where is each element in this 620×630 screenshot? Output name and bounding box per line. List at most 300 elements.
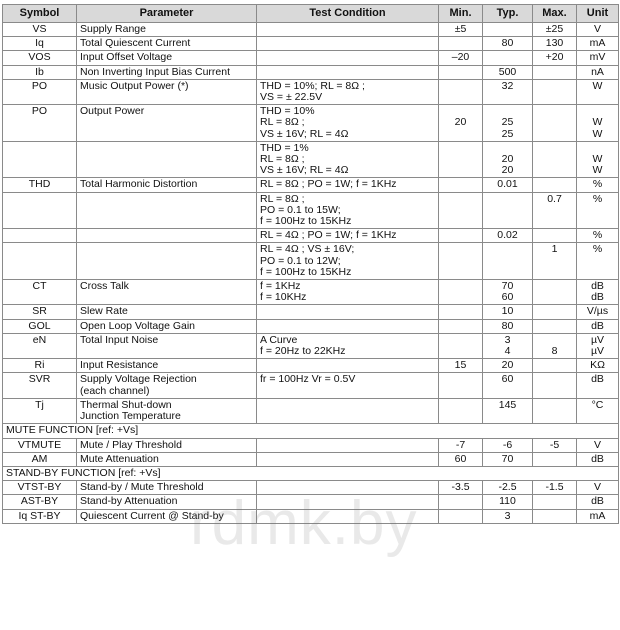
- typ-line: 20: [501, 164, 514, 177]
- unit-line: %: [592, 243, 603, 256]
- condition-line: THD = 10%: [260, 105, 315, 118]
- condition-cell: [257, 398, 439, 423]
- unit-cell: [577, 51, 619, 65]
- symbol-cell: VOS: [3, 51, 77, 65]
- typ-cell: [483, 178, 533, 192]
- section-title: MUTE FUNCTION [ref: +Vs]: [3, 424, 619, 438]
- max-cell: [533, 305, 577, 319]
- max-line: -5: [549, 438, 560, 451]
- max-cell: [533, 51, 577, 65]
- unit-line: µV: [590, 345, 605, 358]
- min-cell: [439, 229, 483, 243]
- typ-cell: [483, 509, 533, 523]
- parameter-line: Slew Rate: [80, 305, 128, 318]
- min-line: -3.5: [451, 481, 470, 494]
- header-parameter: Parameter: [77, 5, 257, 23]
- min-cell: [439, 105, 483, 142]
- symbol-cell: SR: [3, 305, 77, 319]
- condition-cell: [257, 178, 439, 192]
- typ-cell: [483, 452, 533, 466]
- unit-line: mV: [589, 51, 606, 64]
- unit-cell: [577, 495, 619, 509]
- unit-line: mA: [589, 37, 606, 50]
- condition-line: f = 100Hz to 15KHz: [260, 265, 352, 278]
- condition-line: f = 1KHz: [260, 280, 301, 293]
- min-cell: [439, 65, 483, 79]
- unit-cell: [577, 79, 619, 104]
- parameter-cell: [77, 178, 257, 192]
- table-row: [3, 243, 619, 280]
- table-row: [3, 51, 619, 65]
- symbol-cell: VTST-BY: [3, 481, 77, 495]
- parameter-line: Supply Voltage Rejection: [80, 373, 197, 386]
- typ-cell: [483, 333, 533, 358]
- table-row: [3, 141, 619, 178]
- parameter-cell: [77, 192, 257, 229]
- section-row: [3, 424, 619, 438]
- condition-cell: [257, 333, 439, 358]
- unit-line: V: [593, 23, 601, 35]
- max-cell: [533, 141, 577, 178]
- parameter-cell: [77, 65, 257, 79]
- max-cell: [533, 23, 577, 37]
- unit-cell: [577, 373, 619, 398]
- min-cell: [439, 452, 483, 466]
- typ-cell: [483, 359, 533, 373]
- min-cell: [439, 495, 483, 509]
- typ-line: 25: [501, 116, 514, 129]
- typ-line: 0.01: [497, 178, 518, 191]
- typ-cell: [483, 398, 533, 423]
- table-row: [3, 65, 619, 79]
- min-cell: [439, 319, 483, 333]
- table-row: [3, 192, 619, 229]
- parameter-line: Total Input Noise: [80, 333, 159, 346]
- condition-line: RL = 4Ω ; VS ± 16V;: [260, 243, 355, 256]
- condition-cell: [257, 243, 439, 280]
- parameter-cell: [77, 23, 257, 37]
- max-cell: [533, 452, 577, 466]
- typ-cell: [483, 192, 533, 229]
- condition-cell: [257, 280, 439, 305]
- parameter-line: Input Offset Voltage: [80, 51, 173, 64]
- typ-line: 10: [501, 305, 514, 318]
- condition-line: RL = 8Ω ;: [260, 116, 305, 129]
- symbol-cell: GOL: [3, 319, 77, 333]
- table-row: [3, 105, 619, 142]
- typ-cell: [483, 79, 533, 104]
- typ-line: 3: [504, 333, 511, 346]
- unit-line: °C: [591, 398, 604, 411]
- unit-line: W: [592, 127, 603, 140]
- parameter-line: Output Power: [80, 105, 145, 118]
- unit-cell: [577, 398, 619, 423]
- unit-line: nA: [591, 65, 604, 78]
- typ-line: 4: [504, 345, 511, 358]
- unit-line: %: [592, 192, 603, 205]
- header-typ: Typ.: [483, 5, 533, 23]
- typ-line: 80: [501, 37, 514, 50]
- min-line: 20: [454, 116, 467, 129]
- parameter-cell: [77, 305, 257, 319]
- unit-line: µV: [590, 333, 605, 346]
- max-cell: [533, 280, 577, 305]
- parameter-cell: [77, 452, 257, 466]
- condition-cell: [257, 229, 439, 243]
- parameter-cell: [77, 373, 257, 398]
- section-title: STAND-BY FUNCTION [ref: +Vs]: [3, 466, 619, 480]
- min-cell: [439, 481, 483, 495]
- unit-cell: [577, 105, 619, 142]
- unit-line: dB: [591, 495, 604, 508]
- unit-line: W: [592, 79, 603, 92]
- unit-line: %: [592, 229, 603, 242]
- parameter-line: Stand-by Attenuation: [80, 495, 178, 508]
- symbol-cell: Iq ST-BY: [3, 509, 77, 523]
- condition-line: fr = 100Hz Vr = 0.5V: [260, 373, 356, 386]
- min-cell: [439, 141, 483, 178]
- min-cell: [439, 359, 483, 373]
- max-cell: [533, 373, 577, 398]
- table-row: [3, 79, 619, 104]
- condition-line: PO = 0.1 to 15W;: [260, 203, 341, 216]
- unit-line: W: [592, 116, 603, 129]
- typ-line: 70: [501, 452, 514, 465]
- symbol-cell: [3, 229, 77, 243]
- min-cell: [439, 305, 483, 319]
- condition-line: A Curve: [260, 333, 298, 346]
- header-test-condition: Test Condition: [257, 5, 439, 23]
- typ-cell: [483, 495, 533, 509]
- max-cell: [533, 333, 577, 358]
- typ-cell: [483, 141, 533, 178]
- typ-cell: [483, 319, 533, 333]
- parameter-cell: [77, 229, 257, 243]
- unit-cell: [577, 509, 619, 523]
- max-cell: [533, 398, 577, 423]
- min-cell: [439, 333, 483, 358]
- unit-line: dB: [591, 319, 604, 332]
- symbol-cell: VS: [3, 23, 77, 37]
- symbol-cell: eN: [3, 333, 77, 358]
- typ-line: -2.5: [498, 481, 517, 494]
- condition-cell: [257, 305, 439, 319]
- typ-line: 3: [504, 509, 511, 522]
- max-line: 8: [551, 345, 558, 358]
- min-line: ±5: [454, 23, 467, 35]
- condition-cell: [257, 23, 439, 37]
- parameter-line: Junction Temperature: [80, 410, 181, 423]
- parameter-line: Music Output Power (*): [80, 79, 189, 92]
- table-row: [3, 37, 619, 51]
- max-cell: [533, 359, 577, 373]
- unit-line: V/µs: [586, 305, 609, 318]
- header-max: Max.: [533, 5, 577, 23]
- unit-line: V: [593, 481, 601, 494]
- unit-line: %: [592, 178, 603, 191]
- parameter-cell: [77, 438, 257, 452]
- condition-line: PO = 0.1 to 12W;: [260, 254, 341, 267]
- table-row: [3, 495, 619, 509]
- max-cell: [533, 79, 577, 104]
- parameter-cell: [77, 509, 257, 523]
- typ-line: 20: [501, 153, 514, 166]
- typ-line: 20: [501, 359, 514, 372]
- parameter-cell: [77, 141, 257, 178]
- typ-cell: [483, 373, 533, 398]
- table-row: [3, 319, 619, 333]
- unit-line: W: [592, 153, 603, 166]
- unit-line: KΩ: [590, 359, 605, 372]
- parameter-line: Mute Attenuation: [80, 452, 159, 465]
- typ-cell: [483, 305, 533, 319]
- min-cell: [439, 398, 483, 423]
- header-symbol: Symbol: [3, 5, 77, 23]
- table-row: [3, 23, 619, 37]
- parameter-cell: [77, 280, 257, 305]
- typ-line: 500: [498, 65, 517, 78]
- table-row: [3, 438, 619, 452]
- table-row: [3, 509, 619, 523]
- max-line: +20: [545, 51, 564, 64]
- parameter-line: Non Inverting Input Bias Current: [80, 65, 230, 78]
- max-cell: [533, 243, 577, 280]
- unit-cell: [577, 481, 619, 495]
- unit-cell: [577, 178, 619, 192]
- table-row: [3, 333, 619, 358]
- symbol-cell: PO: [3, 105, 77, 142]
- parameter-cell: [77, 319, 257, 333]
- parameter-line: Quiescent Current @ Stand-by: [80, 509, 224, 522]
- min-cell: [439, 37, 483, 51]
- typ-line: 70: [501, 280, 514, 293]
- unit-cell: [577, 37, 619, 51]
- typ-cell: [483, 105, 533, 142]
- table-row: [3, 280, 619, 305]
- parameter-line: Open Loop Voltage Gain: [80, 319, 196, 332]
- parameter-line: Thermal Shut-down: [80, 398, 172, 411]
- condition-line: f = 20Hz to 22KHz: [260, 345, 346, 358]
- condition-line: f = 100Hz to 15KHz: [260, 215, 352, 228]
- header-min: Min.: [439, 5, 483, 23]
- typ-line: 60: [501, 373, 514, 386]
- max-cell: [533, 229, 577, 243]
- max-cell: [533, 105, 577, 142]
- table-row: [3, 229, 619, 243]
- parameter-line: (each channel): [80, 384, 150, 397]
- typ-line: 145: [498, 398, 517, 411]
- parameter-cell: [77, 495, 257, 509]
- parameter-cell: [77, 105, 257, 142]
- electrical-characteristics-table: [2, 4, 619, 524]
- max-line: 1: [551, 243, 558, 256]
- min-cell: [439, 51, 483, 65]
- unit-cell: [577, 192, 619, 229]
- parameter-cell: [77, 359, 257, 373]
- parameter-cell: [77, 481, 257, 495]
- max-cell: [533, 438, 577, 452]
- parameter-line: Stand-by / Mute Threshold: [80, 481, 204, 494]
- symbol-cell: Ri: [3, 359, 77, 373]
- typ-line: 32: [501, 79, 514, 92]
- unit-line: dB: [591, 373, 604, 386]
- typ-cell: [483, 280, 533, 305]
- parameter-line: Cross Talk: [80, 280, 129, 293]
- symbol-cell: VTMUTE: [3, 438, 77, 452]
- unit-line: V: [593, 438, 601, 451]
- condition-line: RL = 8Ω ;: [260, 192, 305, 205]
- unit-cell: [577, 333, 619, 358]
- min-cell: [439, 509, 483, 523]
- symbol-cell: PO: [3, 79, 77, 104]
- symbol-cell: Tj: [3, 398, 77, 423]
- table-row: [3, 481, 619, 495]
- symbol-cell: Iq: [3, 37, 77, 51]
- parameter-line: Input Resistance: [80, 359, 159, 372]
- symbol-cell: [3, 141, 77, 178]
- condition-cell: [257, 37, 439, 51]
- max-line: 130: [545, 37, 564, 50]
- unit-line: W: [592, 164, 603, 177]
- unit-cell: [577, 23, 619, 37]
- condition-cell: [257, 105, 439, 142]
- condition-line: VS ± 16V; RL = 4Ω: [260, 127, 349, 140]
- max-cell: [533, 509, 577, 523]
- unit-cell: [577, 438, 619, 452]
- condition-cell: [257, 192, 439, 229]
- watermark: rdmk.by: [190, 489, 418, 558]
- min-line: 60: [454, 452, 467, 465]
- typ-cell: [483, 243, 533, 280]
- unit-cell: [577, 452, 619, 466]
- unit-line: dB: [591, 291, 604, 304]
- symbol-cell: [3, 243, 77, 280]
- condition-line: THD = 10%; RL = 8Ω ;: [260, 79, 365, 92]
- typ-cell: [483, 481, 533, 495]
- symbol-cell: CT: [3, 280, 77, 305]
- condition-cell: [257, 65, 439, 79]
- max-line: 0.7: [547, 192, 562, 205]
- min-cell: [439, 178, 483, 192]
- unit-line: dB: [591, 452, 604, 465]
- condition-line: RL = 8Ω ;: [260, 153, 305, 166]
- typ-line: 0.02: [497, 229, 518, 242]
- parameter-cell: [77, 398, 257, 423]
- parameter-cell: [77, 243, 257, 280]
- table-row: [3, 398, 619, 423]
- condition-cell: [257, 79, 439, 104]
- unit-line: mA: [589, 509, 606, 522]
- typ-cell: [483, 65, 533, 79]
- condition-cell: [257, 319, 439, 333]
- table-row: [3, 373, 619, 398]
- min-line: –20: [451, 51, 470, 64]
- unit-line: dB: [591, 280, 604, 293]
- parameter-line: Mute / Play Threshold: [80, 438, 182, 451]
- min-cell: [439, 243, 483, 280]
- symbol-cell: THD: [3, 178, 77, 192]
- typ-line: 80: [501, 319, 514, 332]
- condition-line: THD = 1%: [260, 141, 309, 154]
- parameter-cell: [77, 333, 257, 358]
- max-cell: [533, 37, 577, 51]
- max-cell: [533, 481, 577, 495]
- symbol-cell: AM: [3, 452, 77, 466]
- min-cell: [439, 438, 483, 452]
- parameter-cell: [77, 37, 257, 51]
- min-cell: [439, 79, 483, 104]
- symbol-cell: AST-BY: [3, 495, 77, 509]
- condition-line: RL = 4Ω ; PO = 1W; f = 1KHz: [260, 229, 397, 242]
- condition-cell: [257, 481, 439, 495]
- table-header-row: [3, 5, 619, 23]
- unit-cell: [577, 305, 619, 319]
- typ-cell: [483, 37, 533, 51]
- symbol-cell: [3, 192, 77, 229]
- min-line: 15: [454, 359, 467, 372]
- typ-cell: [483, 438, 533, 452]
- unit-cell: [577, 65, 619, 79]
- condition-cell: [257, 495, 439, 509]
- typ-cell: [483, 51, 533, 65]
- condition-cell: [257, 141, 439, 178]
- max-cell: [533, 178, 577, 192]
- max-line: -1.5: [545, 481, 564, 494]
- unit-cell: [577, 243, 619, 280]
- parameter-cell: [77, 79, 257, 104]
- max-cell: [533, 495, 577, 509]
- min-cell: [439, 192, 483, 229]
- table-row: [3, 452, 619, 466]
- condition-line: VS = ± 22.5V: [260, 91, 323, 104]
- max-cell: [533, 319, 577, 333]
- unit-cell: [577, 319, 619, 333]
- condition-cell: [257, 359, 439, 373]
- unit-cell: [577, 229, 619, 243]
- table-row: [3, 359, 619, 373]
- symbol-cell: Ib: [3, 65, 77, 79]
- max-cell: [533, 65, 577, 79]
- condition-cell: [257, 509, 439, 523]
- unit-cell: [577, 141, 619, 178]
- table-body: [3, 23, 619, 524]
- typ-cell: [483, 229, 533, 243]
- typ-line: 60: [501, 291, 514, 304]
- typ-line: -6: [502, 438, 513, 451]
- condition-line: f = 10KHz: [260, 291, 307, 304]
- parameter-cell: [77, 51, 257, 65]
- condition-line: VS ± 16V; RL = 4Ω: [260, 164, 349, 177]
- min-cell: [439, 280, 483, 305]
- condition-cell: [257, 51, 439, 65]
- min-line: -7: [455, 438, 466, 451]
- table-row: [3, 305, 619, 319]
- section-row: [3, 466, 619, 480]
- max-cell: [533, 192, 577, 229]
- typ-cell: [483, 23, 533, 37]
- table-row: [3, 178, 619, 192]
- typ-line: 25: [501, 127, 514, 140]
- unit-cell: [577, 280, 619, 305]
- parameter-line: Supply Range: [80, 23, 146, 35]
- header-unit: Unit: [577, 5, 619, 23]
- max-line: ±25: [545, 23, 564, 35]
- min-cell: [439, 23, 483, 37]
- condition-cell: [257, 438, 439, 452]
- typ-line: 110: [499, 495, 516, 508]
- condition-cell: [257, 452, 439, 466]
- symbol-cell: SVR: [3, 373, 77, 398]
